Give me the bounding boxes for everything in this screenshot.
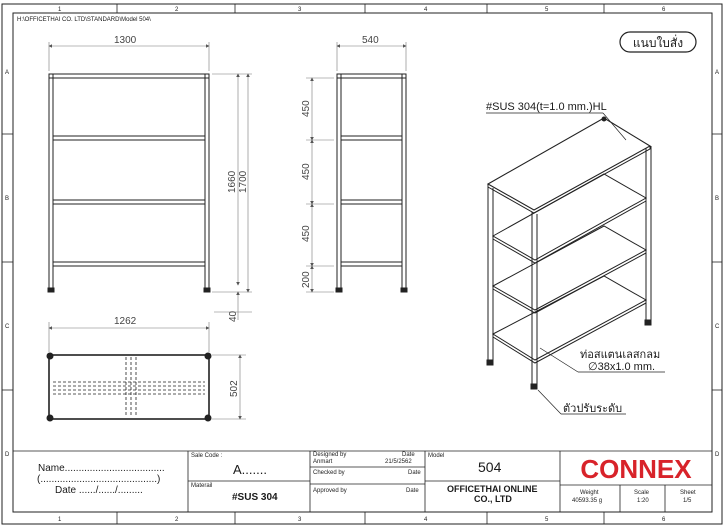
scale-label: Scale xyxy=(634,490,650,496)
front-view-dimensions xyxy=(49,42,252,320)
tube-callout-line1: ท่อสแตนเลสกลม xyxy=(580,349,661,361)
dim-gap-200: 200 xyxy=(301,271,312,288)
adjuster-callout: ตัวปรับระดับ xyxy=(563,403,623,415)
date-value: 21/5/2562 xyxy=(385,459,412,465)
scale-value: 1:20 xyxy=(637,498,649,504)
top-view-dimensions xyxy=(49,322,246,419)
model-label: Model xyxy=(428,453,445,459)
zone-row-b-left: B xyxy=(5,196,10,202)
dim-depth-502: 502 xyxy=(229,380,240,397)
zone-col-1-top: 1 xyxy=(58,7,62,13)
side-view xyxy=(336,74,407,292)
signature-name-paren: (..........................................) xyxy=(37,474,161,485)
zone-col-3-bottom: 3 xyxy=(298,517,302,523)
approved-by-label: Approved by xyxy=(313,488,347,494)
date-col-label-2: Date xyxy=(408,470,421,476)
sheet-value: 1/5 xyxy=(683,498,692,504)
dim-gap-450-c: 450 xyxy=(301,225,312,242)
zone-col-4-top: 4 xyxy=(424,7,428,13)
date-col-label-3: Date xyxy=(406,488,419,494)
zone-row-c-right: C xyxy=(715,324,720,330)
zone-row-d-left: D xyxy=(5,452,10,458)
material-value: #SUS 304 xyxy=(232,492,278,503)
top-view xyxy=(47,353,211,421)
zone-col-2-top: 2 xyxy=(175,7,179,13)
signature-name-line: Name.................................... xyxy=(38,463,165,474)
dim-height-1700: 1700 xyxy=(238,170,249,193)
company-line1: OFFICETHAI ONLINE xyxy=(447,484,538,494)
material-callout: #SUS 304(t=1.0 mm.)HL xyxy=(486,101,607,113)
checked-by-label: Checked by xyxy=(313,470,345,476)
brand-logo: CONNEX xyxy=(580,454,692,484)
dim-height-1660: 1660 xyxy=(227,170,238,193)
signature-date-line: Date ....../....../......... xyxy=(55,485,143,496)
front-view xyxy=(48,74,210,292)
zone-row-a-right: A xyxy=(715,70,720,76)
dim-width-1300: 1300 xyxy=(114,35,137,46)
designed-by-value: Anmart xyxy=(313,459,333,465)
weight-label: Weight xyxy=(580,490,599,496)
svg-text:แนบใบสั่ง: แนบใบสั่ง xyxy=(632,36,684,50)
dim-depth-540: 540 xyxy=(362,35,379,46)
side-view-dimensions xyxy=(306,42,406,292)
zone-row-d-right: D xyxy=(715,452,720,458)
date-col-label-1: Date xyxy=(402,452,415,458)
zone-col-6-top: 6 xyxy=(662,7,666,13)
zone-row-b-right: B xyxy=(715,196,720,202)
zone-col-4-bottom: 4 xyxy=(424,517,428,523)
dim-length-1262: 1262 xyxy=(114,316,137,327)
dim-gap-450-b: 450 xyxy=(301,163,312,180)
zone-row-a-left: A xyxy=(5,70,10,76)
file-path: H:\OFFICETHAI CO. LTD\STANDARD\Model 504\ xyxy=(17,17,151,23)
zone-col-5-bottom: 5 xyxy=(545,517,549,523)
tube-callout-line2: ∅38x1.0 mm. xyxy=(588,361,656,373)
model-value: 504 xyxy=(478,459,502,475)
zone-col-2-bottom: 2 xyxy=(175,517,179,523)
material-label: Materail xyxy=(191,483,213,489)
zone-col-3-top: 3 xyxy=(298,7,302,13)
company-line2: CO., LTD xyxy=(474,494,512,504)
zone-row-c-left: C xyxy=(5,324,10,330)
sale-code-value: A....... xyxy=(233,462,267,477)
sale-code-label: Sale Code : xyxy=(191,453,223,459)
order-badge xyxy=(620,32,696,52)
zone-ticks xyxy=(2,4,722,524)
zone-col-5-top: 5 xyxy=(545,7,549,13)
dim-gap-450-a: 450 xyxy=(301,100,312,117)
zone-col-1-bottom: 1 xyxy=(58,517,62,523)
dim-foot-40: 40 xyxy=(228,310,239,322)
outer-border xyxy=(2,4,722,524)
weight-value: 40593.35 g xyxy=(572,498,603,504)
zone-labels xyxy=(5,7,720,523)
sheet-label: Sheet xyxy=(680,490,696,496)
designed-by-label: Designed by xyxy=(313,452,347,458)
zone-col-6-bottom: 6 xyxy=(662,517,666,523)
